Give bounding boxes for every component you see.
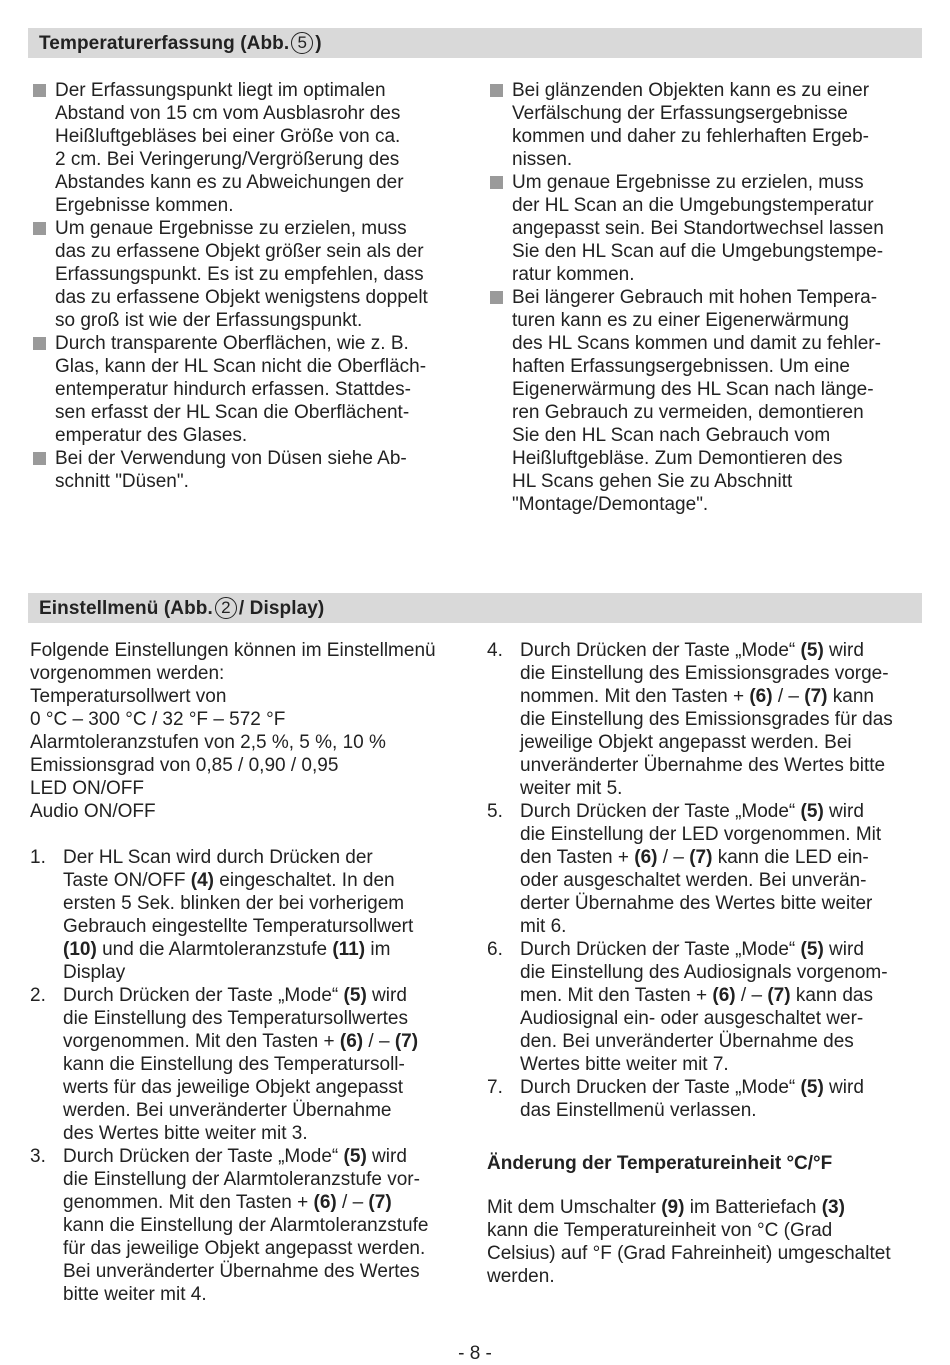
menu-intro (30, 639, 475, 823)
numbered-step (487, 938, 927, 1076)
text-line: kann die Temperatureinheit von °C (Grad (487, 1220, 833, 1241)
text-line: Um genaue Ergebnisse zu erzielen, muss (512, 172, 864, 193)
text-line: turen kann es zu einer Eigenerwärmung (512, 310, 849, 331)
step-number: 4. (487, 640, 503, 661)
text-line: Alarmtoleranzstufen von 2,5 %, 5 %, 10 % (30, 732, 386, 753)
text-line: HL Scans gehen Sie zu Abschnitt (512, 471, 793, 492)
text-line: Display (63, 962, 126, 983)
menu-right-steps (487, 639, 927, 1122)
text-line: haften Erfassungsergebnissen. Um eine (512, 356, 850, 377)
text-line: den. Bei unveränderter Übernahme des (520, 1031, 854, 1052)
text-line: Durch Drucken der Taste „Mode“ (5) wird (520, 1077, 864, 1098)
square-bullet-icon (490, 176, 503, 189)
text-line: bitte weiter mit 4. (63, 1284, 207, 1305)
text-line: Mit dem Umschalter (9) im Batteriefach (3) (487, 1197, 845, 1218)
text-line: Heißluftgebläse. Zum Demontieren des (512, 448, 843, 469)
text-line: Durch Drücken der Taste „Mode“ (5) wird (520, 801, 864, 822)
text-line: der HL Scan an die Umgebungstemperatur (512, 195, 874, 216)
text-line: derter Übernahme des Wertes bitte weiter (520, 893, 873, 914)
text-line: die Einstellung des Emissionsgrades für das (520, 709, 893, 730)
text-line: nissen. (512, 149, 573, 170)
text-line: Emissionsgrad von 0,85 / 0,90 / 0,95 (30, 755, 339, 776)
text-line: Durch Drücken der Taste „Mode“ (5) wird (63, 985, 407, 1006)
text-line: werden. (487, 1266, 555, 1287)
text-line: vorgenommen. Mit den Tasten + (6) / – (7) (63, 1031, 419, 1052)
bullet-item (487, 286, 927, 516)
text-line: das zu erfassene Objekt größer sein als der (55, 241, 424, 262)
text-line: entemperatur hindurch erfassen. Stattdes- (55, 379, 411, 400)
text-line: Bei der Verwendung von Düsen siehe Ab- (55, 448, 407, 469)
text-line: Gebrauch eingestellte Temperatursollwert (63, 916, 414, 937)
text-line: Der Erfassungspunkt liegt im optimalen (55, 80, 386, 101)
step-number: 2. (30, 985, 46, 1006)
text-line: Bei längerer Gebrauch mit hohen Tempera- (512, 287, 878, 308)
temp-right-column (487, 79, 927, 516)
section-header-temperaturerfassung (28, 28, 922, 58)
text-line: den Tasten + (6) / – (7) kann die LED ein- (520, 847, 869, 868)
text-line: kann die Einstellung des Temperatursoll- (63, 1054, 405, 1075)
figure-number-circle: 2 (215, 597, 237, 619)
square-bullet-icon (33, 452, 46, 465)
numbered-step (30, 1145, 475, 1306)
bullet-item (30, 79, 470, 217)
bullet-item (487, 171, 927, 286)
text-line: Bei unveränderter Übernahme des Wertes (63, 1261, 420, 1282)
figure-number-circle: 5 (291, 32, 313, 54)
step-number: 1. (30, 847, 46, 868)
text-line: Glas, kann der HL Scan nicht die Oberfläch- (55, 356, 427, 377)
square-bullet-icon (33, 222, 46, 235)
numbered-step (30, 846, 475, 984)
text-line: so groß ist wie der Erfassungspunkt. (55, 310, 363, 331)
text-line: Sie den HL Scan auf die Umgebungstempe- (512, 241, 884, 262)
text-line: Wertes bitte weiter mit 7. (520, 1054, 729, 1075)
section-title: Einstellmenü (Abb. 2 / Display) (39, 598, 325, 619)
text-line: (10) und die Alarmtoleranzstufe (11) im (63, 939, 391, 960)
text-line: Durch Drücken der Taste „Mode“ (5) wird (520, 939, 864, 960)
text-line: angepasst sein. Bei Standortwechsel lassen (512, 218, 884, 239)
step-number: 7. (487, 1077, 503, 1098)
text-line: Heißluftgebläses bei einer Größe von ca. (55, 126, 401, 147)
text-line: Verfälschung der Erfassungsergebnisse (512, 103, 848, 124)
square-bullet-icon (33, 337, 46, 350)
section-title: Temperaturerfassung (Abb. 5 ) (39, 33, 322, 54)
unit-change-heading: Änderung der Temperatureinheit °C/°F (487, 1153, 833, 1174)
text-line: Taste ON/OFF (4) eingeschaltet. In den (63, 870, 395, 891)
text-line: Durch Drücken der Taste „Mode“ (5) wird (63, 1146, 407, 1167)
text-line: sen erfasst der HL Scan die Oberflächent- (55, 402, 410, 423)
temp-left-column (30, 79, 470, 493)
text-line: weiter mit 5. (520, 778, 623, 799)
text-line: werden. Bei unveränderter Übernahme (63, 1100, 392, 1121)
text-line: Bei glänzenden Objekten kann es zu einer (512, 80, 870, 101)
text-line: 2 cm. Bei Veringerung/Vergrößerung des (55, 149, 400, 170)
menu-left-steps (30, 846, 475, 1306)
text-line: emperatur des Glases. (55, 425, 248, 446)
text-line: das zu erfassene Objekt wenigstens doppelt (55, 287, 428, 308)
text-line: die Einstellung des Emissionsgrades vorge- (520, 663, 889, 684)
bullet-item (30, 332, 470, 447)
numbered-step (487, 800, 927, 938)
text-line: Ergebnisse kommen. (55, 195, 234, 216)
text-line: Folgende Einstellungen können im Einstellmenü (30, 640, 436, 661)
bullet-item (487, 79, 927, 171)
text-line: ren Gebrauch zu vermeiden, demontieren (512, 402, 864, 423)
step-number: 3. (30, 1146, 46, 1167)
step-number: 5. (487, 801, 503, 822)
text-line: Erfassungspunkt. Es ist zu empfehlen, dass (55, 264, 424, 285)
square-bullet-icon (490, 84, 503, 97)
text-line: jeweilige Objekt angepasst werden. Bei (520, 732, 852, 753)
text-line: Durch Drücken der Taste „Mode“ (5) wird (520, 640, 864, 661)
page-number: - 8 - (458, 1343, 492, 1364)
square-bullet-icon (33, 84, 46, 97)
text-line: Um genaue Ergebnisse zu erzielen, muss (55, 218, 407, 239)
text-line: Durch transparente Oberflächen, wie z. B. (55, 333, 409, 354)
step-number: 6. (487, 939, 503, 960)
bullet-item (30, 447, 470, 493)
text-line: Eigenerwärmung des HL Scan nach länge- (512, 379, 874, 400)
text-line: die Einstellung des Temperatursollwertes (63, 1008, 408, 1029)
text-line: Audiosignal ein- oder ausgeschaltet wer- (520, 1008, 864, 1029)
text-line: Sie den HL Scan nach Gebrauch vom (512, 425, 831, 446)
text-line: Der HL Scan wird durch Drücken der (63, 847, 373, 868)
text-line: unveränderter Übernahme des Wertes bitte (520, 755, 886, 776)
text-line: mit 6. (520, 916, 567, 937)
text-line: die Einstellung der LED vorgenommen. Mit (520, 824, 882, 845)
text-line: die Einstellung der Alarmtoleranzstufe vor- (63, 1169, 420, 1190)
square-bullet-icon (490, 291, 503, 304)
text-line: nommen. Mit den Tasten + (6) / – (7) kann (520, 686, 874, 707)
numbered-step (487, 639, 927, 800)
bullet-item (30, 217, 470, 332)
numbered-step (487, 1076, 927, 1122)
text-line: "Montage/Demontage". (512, 494, 709, 515)
text-line: Temperatursollwert von (30, 686, 227, 707)
text-line: des HL Scans kommen und damit zu fehler- (512, 333, 881, 354)
text-line: vorgenommen werden: (30, 663, 225, 684)
text-line: men. Mit den Tasten + (6) / – (7) kann das (520, 985, 873, 1006)
text-line: schnitt "Düsen". (55, 471, 189, 492)
text-line: werts für das jeweilige Objekt angepasst (63, 1077, 404, 1098)
text-line: für das jeweilige Objekt angepasst werden. (63, 1238, 426, 1259)
text-line: kommen und daher zu fehlerhaften Ergeb- (512, 126, 869, 147)
text-line: Abstandes kann es zu Abweichungen der (55, 172, 404, 193)
text-line: LED ON/OFF (30, 778, 145, 799)
text-line: des Wertes bitte weiter mit 3. (63, 1123, 308, 1144)
numbered-step (30, 984, 475, 1145)
text-line: Celsius) auf °F (Grad Fahreinheit) umgeschaltet (487, 1243, 891, 1264)
text-line: Abstand von 15 cm vom Ausblasrohr des (55, 103, 401, 124)
text-line: die Einstellung des Audiosignals vorgenom- (520, 962, 888, 983)
text-line: ersten 5 Sek. blinken der bei vorherigem (63, 893, 405, 914)
text-line: ratur kommen. (512, 264, 635, 285)
text-line: kann die Einstellung der Alarmtoleranzstufe (63, 1215, 429, 1236)
text-line: 0 °C – 300 °C / 32 °F – 572 °F (30, 709, 286, 730)
text-line: das Einstellmenü verlassen. (520, 1100, 757, 1121)
text-line: Audio ON/OFF (30, 801, 156, 822)
section-header-einstellmenue (28, 593, 922, 623)
text-line: genommen. Mit den Tasten + (6) / – (7) (63, 1192, 392, 1213)
unit-change-text (487, 1196, 927, 1288)
text-line: oder ausgeschaltet werden. Bei unverän- (520, 870, 867, 891)
